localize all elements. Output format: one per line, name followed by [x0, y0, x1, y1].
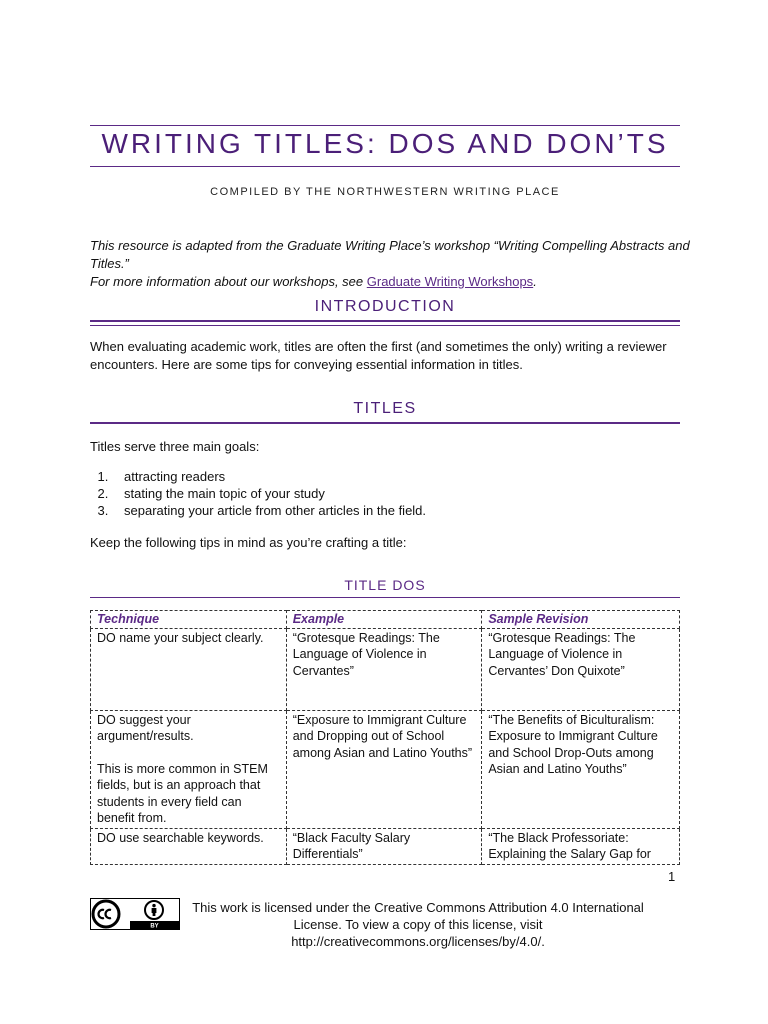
title-dos-table [90, 610, 680, 865]
example-cell: “Exposure to Immigrant Culture and Dropping out of School among Asian and Latino Youths” [286, 710, 482, 828]
list-item: 2. stating the main topic of your study [112, 485, 426, 502]
table-row [91, 628, 680, 710]
page-title: WRITING TITLES: DOS AND DON’TS [101, 128, 669, 159]
intro-note-line1: This resource is adapted from the Graduate Writing Place’s workshop “Writing Compelling Abstracts and Titles.” [90, 238, 690, 271]
attribution-person-icon [145, 901, 163, 919]
technique-cell: DO use searchable keywords. [91, 828, 287, 864]
titles-heading: TITLES [353, 400, 417, 417]
technique-cell [91, 710, 287, 828]
technique-note: This is more common in STEM fields, but is an approach that students in every field can benefit from. [97, 761, 268, 825]
license-text [188, 899, 648, 950]
license-line-2: License. To view a copy of this license, visit [293, 917, 543, 932]
graduate-writing-workshops-link[interactable]: Graduate Writing Workshops [366, 274, 534, 289]
goals-list [90, 468, 426, 519]
example-cell: “Black Faculty Salary Differentials” [286, 828, 482, 864]
cc-by-text: BY [150, 923, 159, 930]
column-header-sample-revision: Sample Revision [482, 611, 680, 629]
license-line-3: http://creativecommons.org/licenses/by/4.0/. [291, 934, 545, 949]
column-header-example: Example [286, 611, 482, 629]
titles-lead: Titles serve three main goals: [90, 439, 260, 454]
intro-note-line2-prefix: For more information about our workshops, see [90, 274, 367, 289]
revision-cell: “The Benefits of Biculturalism: Exposure to Immigrant Culture and School Drop-Outs among Asian and Latino Youths” [482, 710, 680, 828]
introduction-rule-2 [90, 325, 680, 326]
column-header-technique: Technique [91, 611, 287, 629]
page-number: 1 [668, 869, 676, 884]
table-row [91, 710, 680, 828]
introduction-rule-1 [90, 320, 680, 322]
title-bottom-rule [90, 166, 680, 167]
introduction-body: When evaluating academic work, titles are often the first (and sometimes the only) writing a reviewer encounters. Here are some tips for conveying essential information in titles. [90, 339, 667, 372]
creative-commons-icon [93, 901, 119, 927]
technique-text: DO suggest your argument/results. [97, 712, 194, 743]
intro-note-line2-suffix: . [533, 274, 537, 289]
titles-followup: Keep the following tips in mind as you’re crafting a title: [90, 535, 407, 550]
list-item: 1. attracting readers [112, 468, 426, 485]
page-subtitle: COMPILED BY THE NORTHWESTERN WRITING PLACE [210, 186, 560, 198]
example-cell: “Grotesque Readings: The Language of Violence in Cervantes” [286, 628, 482, 710]
title-dos-rule [90, 597, 680, 598]
intro-note [90, 237, 690, 291]
technique-cell: DO name your subject clearly. [91, 628, 287, 710]
introduction-heading: INTRODUCTION [314, 298, 456, 315]
revision-cell: “The Black Professoriate: Explaining the Salary Gap for [482, 828, 680, 864]
table-header-row [91, 611, 680, 629]
license-line-1: This work is licensed under the Creative Commons Attribution 4.0 International [192, 900, 644, 915]
revision-cell: “Grotesque Readings: The Language of Violence in Cervantes’ Don Quixote” [482, 628, 680, 710]
title-dos-heading: TITLE DOS [344, 577, 426, 593]
cc-by-logo [90, 898, 180, 930]
list-item: 3. separating your article from other articles in the field. [112, 502, 426, 519]
table-row [91, 828, 680, 864]
title-top-rule [90, 125, 680, 126]
titles-rule [90, 422, 680, 424]
